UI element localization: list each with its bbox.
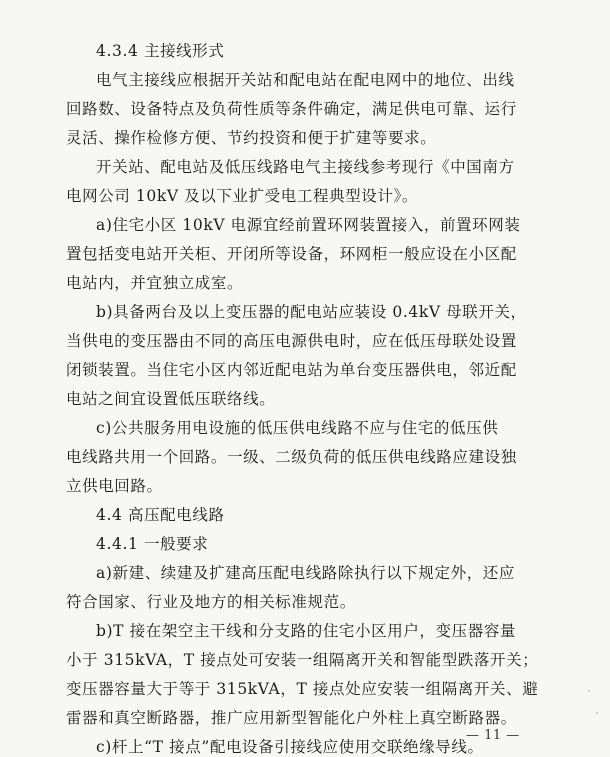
paragraph-line: 置包括变电站开关柜、开闭所等设备，环网柜一般应设在小区配 [66,245,517,263]
paragraph-line: 符合国家、行业及地方的相关标准规范。 [66,593,356,611]
paragraph-line: 当供电的变压器由不同的高压电源供电时，应在低压母联处设置 [66,332,517,350]
heading-4-4: 4.4 高压配电线路 [96,506,225,524]
paragraph-line: 回路数、设备特点及负荷性质等条件确定，满足供电可靠、运行 [66,100,517,118]
paragraph-line: b)具备两台及以上变压器的配电站应装设 0.4kV 母联开关， [96,303,527,321]
scan-speck [588,690,590,692]
heading-4-4-1: 4.4.1 一般要求 [96,535,209,553]
paragraph-line: 立供电回路。 [66,477,163,495]
heading-4-3-4: 4.3.4 主接线形式 [96,42,225,60]
paragraph-line: 开关站、配电站及低压线路电气主接线参考现行《中国南方 [96,158,515,176]
scan-speck [596,712,598,714]
paragraph-line: b)T 接在架空主干线和分支路的住宅小区用户，变压器容量 [96,622,517,640]
paragraph-line: 小于 315kVA，T 接点处可安装一组隔离开关和智能型跌落开关； [66,651,539,669]
paragraph-line: 电站之间宜设置低压联络线。 [66,390,276,408]
paragraph-line: c)杆上“T 接点”配电设备引接线应使用交联绝缘导线。 [96,738,484,756]
paragraph-line: 变压器容量大于等于 315kVA，T 接点处应安装一组隔离开关、避 [66,680,539,698]
paragraph-line: a)新建、续建及扩建高压配电线路除执行以下规定外，还应 [96,564,515,582]
paragraph-line: 闭锁装置。当住宅小区内邻近配电站为单台变压器供电，邻近配 [66,361,517,379]
paragraph-line: 电线路共用一个回路。一级、二级负荷的低压供电线路应建设独 [66,448,517,466]
paragraph-line: a)住宅小区 10kV 电源宜经前置环网装置接入，前置环网装 [96,216,521,234]
paragraph-line: 电站内，并宜独立成室。 [66,274,244,292]
paragraph-line: 雷器和真空断路器，推广应用新型智能化户外柱上真空断路器。 [66,709,517,727]
paragraph-line: 电气主接线应根据开关站和配电站在配电网中的地位、出线 [96,71,515,89]
paragraph-line: 灵活、操作检修方便、节约投资和便于扩建等要求。 [66,129,437,147]
paragraph-line: 电网公司 10kV 及以下业扩受电工程典型设计》。 [66,187,418,205]
page-number: — 11 — [466,728,520,743]
paragraph-line: c)公共服务用电设施的低压供电线路不应与住宅的低压供 [96,419,499,437]
